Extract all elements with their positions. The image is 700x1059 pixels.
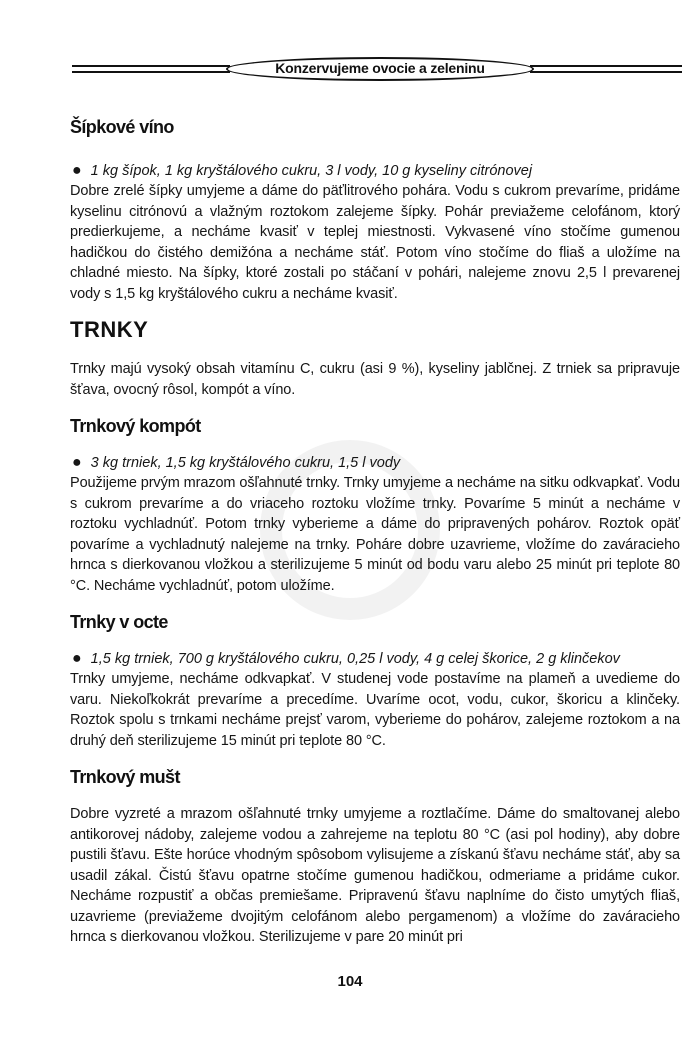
- running-head-rule-right: [530, 65, 682, 73]
- recipe-text: Použijeme prvým mrazom ošľahnuté trnky. Trnky umyjeme a necháme na sitku odkvapkať. Vodu s cukrom prevaríme a do vriaceho roztoku vložíme trnky. Povaríme 5 minút a necháme v roztoku vychladnúť. Potom trnky vyberieme a dáme do pripravených pohárov. Roztok opäť povaríme a vychladnutý nalejeme na trnky. Poháre dobre uzavrieme, vložíme do zaváracieho hrnca s dierkovanou vložkou a sterilizujeme 5 minút od bodu varu alebo 25 minút pri teplote 80 °C. Necháme vychladnúť, potom uložíme.: [70, 475, 680, 594]
- intro-text: Trnky majú vysoký obsah vitamínu C, cukru (asi 9 %), kyseliny jablčnej. Z trniek sa pripravuje šťava, ovocný rôsol, kompót a víno.: [70, 361, 680, 398]
- recipe-text: Dobre zrelé šípky umyjeme a dáme do päťlitrového pohára. Vodu s cukrom prevaríme, pridáme kyselinu citrónovú a vlažným roztokom zalejeme šípky. Pohár previažeme celofánom, ktorý predierkujeme, a necháme kvasiť v teplej miestnosti. Vykvasené víno stočíme gumenou hadičkou do čistého demižóna a necháme stáť. Potom víno stočíme do fliaš a uložíme na chladné miesto. Na šípky, ktoré zostali po stáčaní v pohári, nalejeme znovu 2,5 l prevarenej vody s 1,5 kg kryštálového cukru a necháme kvasiť.: [70, 183, 680, 302]
- section-title: Šípkové víno: [70, 117, 174, 137]
- ingredients-text: 1,5 kg trniek, 700 g kryštálového cukru, 0,25 l vody, 4 g celej škorice, 2 g klinčekov: [90, 651, 620, 667]
- section-trnky: [70, 317, 680, 400]
- recipe-text: Trnky umyjeme, necháme odkvapkať. V studenej vode postavíme na plameň a uvedieme do varu. Niekoľkokrát prevaríme a precedíme. Uvaríme ocot, vodu, cukor, škoricu a klinčeky. Roztok spolu s trnkami necháme prejsť varom, vyberieme do pohárov, zalejeme roztokom a na druhý deň sterilizujeme 15 minút pri teplote 80 °C.: [70, 671, 680, 749]
- section-trnky-v-octe: [70, 612, 680, 751]
- bullet-icon: ●: [72, 162, 82, 179]
- section-title: Trnky v octe: [70, 612, 168, 632]
- section-sipkove-vino: [70, 117, 680, 304]
- recipe-text: Dobre vyzreté a mrazom ošľahnuté trnky umyjeme a roztlačíme. Dáme do smaltovanej alebo antikorovej nádoby, zalejeme vodou a zahrejeme na teplotu 80 °C (asi pol hodiny), aby dobre pustili šťavu. Ešte horúce vhodným spôsobom vylisujeme a získanú šťavu necháme stáť, aby sa usadil zákal. Čistú šťavu opatrne stočíme gumenou hadičkou, odmeriame a pridáme cukor. Necháme rozpustiť a občas premiešame. Pripravenú šťavu naplníme do čisto umytých fliaš, uzavrieme (previažeme dvojitým celofánom alebo pergamenom) a vložíme do zaváracieho hrnca s dierkovanou vložkou. Sterilizujeme v pare 20 minút pri: [70, 806, 680, 945]
- ingredients-line: [70, 161, 680, 181]
- section-trnkovy-kompot: [70, 416, 680, 596]
- page-content: [70, 117, 680, 948]
- ingredients-line: [70, 649, 680, 669]
- running-head-title: Konzervujeme ovocie a zeleninu: [275, 60, 485, 76]
- section-title: Trnkový mušt: [70, 767, 180, 787]
- page-number: 104: [337, 973, 363, 990]
- bullet-icon: ●: [72, 650, 82, 667]
- bullet-icon: ●: [72, 454, 82, 471]
- ingredients-text: 1 kg šípok, 1 kg kryštálového cukru, 3 l vody, 10 g kyseliny citrónovej: [90, 163, 533, 179]
- running-head-rule-left: [72, 65, 230, 73]
- section-title: Trnkový kompót: [70, 416, 201, 436]
- section-trnkovy-must: [70, 767, 680, 948]
- running-head: [72, 57, 682, 83]
- ingredients-line: [70, 453, 680, 473]
- chapter-title: TRNKY: [70, 317, 149, 342]
- ingredients-text: 3 kg trniek, 1,5 kg kryštálového cukru, 1,5 l vody: [90, 455, 401, 471]
